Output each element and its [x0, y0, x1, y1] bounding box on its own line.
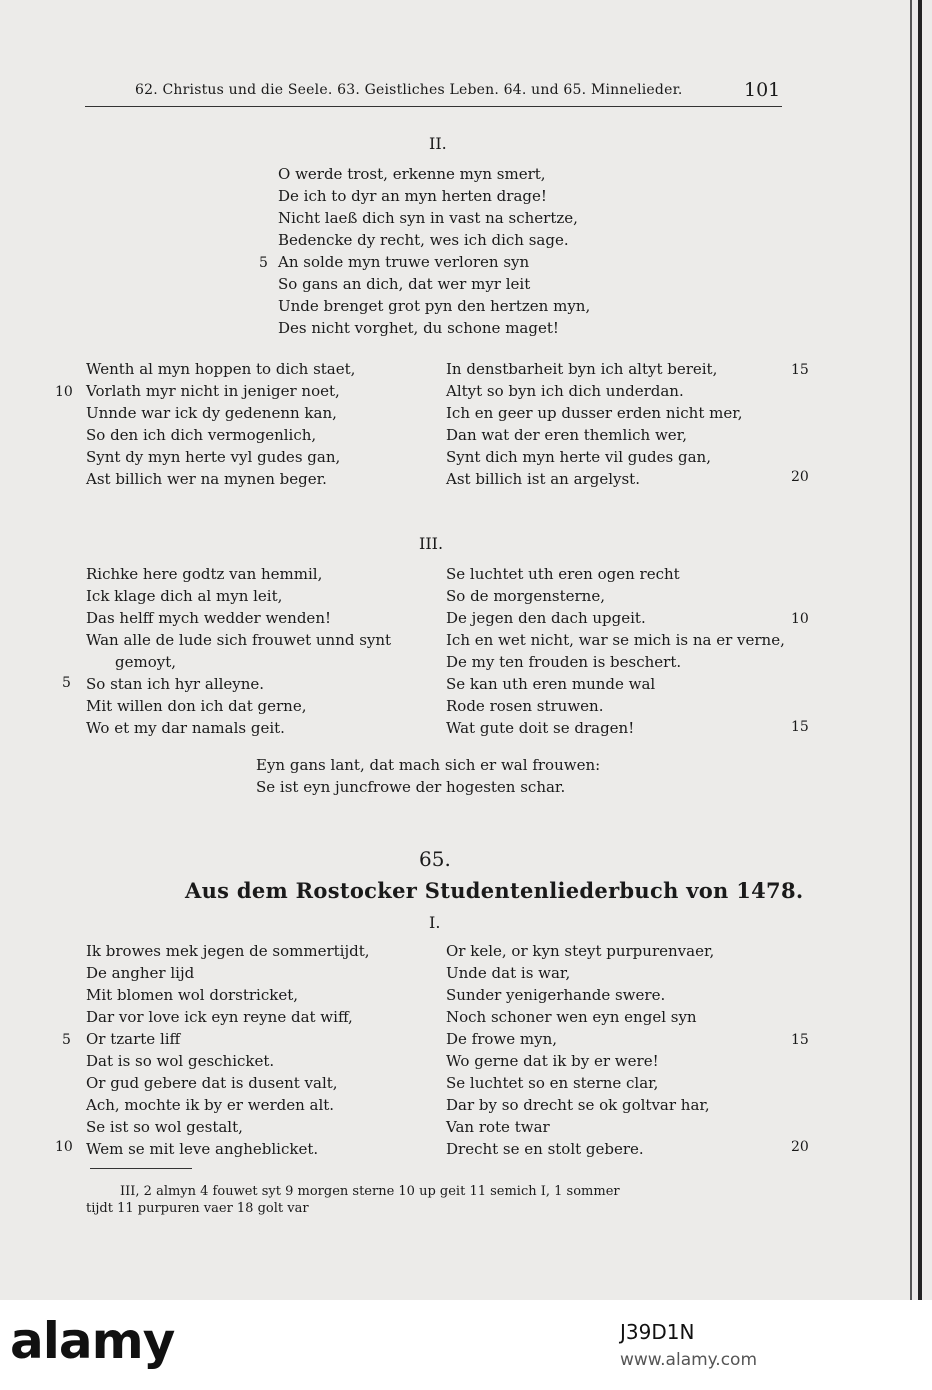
footnote-line: III, 2 almyn 4 fouwet syt 9 morgen sterne 10 up geit 11 semich I, 1 sommer	[120, 1184, 620, 1199]
verse-line: Ick klage dich al myn leit,	[86, 587, 283, 605]
verse-line: Ik browes mek jegen de sommertijdt,	[86, 942, 370, 960]
line-number: 20	[791, 469, 809, 485]
verse-line: Vorlath myr nicht in jeniger noet,	[86, 382, 340, 400]
verse-line: Mit willen don ich dat gerne,	[86, 697, 307, 715]
verse-line: So stan ich hyr alleyne.	[86, 675, 265, 693]
section-heading-i: I.	[429, 913, 441, 932]
verse-line: Das helff mych wedder wenden!	[86, 609, 332, 627]
verse-line: Dar vor love ick eyn reyne dat wiff,	[86, 1008, 353, 1026]
verse-line: Wan alle de lude sich frouwet unnd synt	[86, 631, 392, 649]
verse-line: Synt dich myn herte vil gudes gan,	[446, 448, 711, 466]
verse-line: Unnde war ick dy gedenenn kan,	[86, 404, 337, 422]
verse-line: So gans an dich, dat wer myr leit	[278, 275, 531, 293]
verse-line: Ich en wet nicht, war se mich is na er verne,	[446, 631, 785, 649]
verse-line: De ich to dyr an myn herten drage!	[278, 187, 547, 205]
section-heading-iii: III.	[419, 534, 444, 553]
verse-line: Nicht laeß dich syn in vast na schertze,	[278, 209, 578, 227]
verse-line: Se ist eyn juncfrowe der hogesten schar.	[256, 778, 566, 796]
verse-line: gemoyt,	[115, 653, 177, 671]
verse-line: Wenth al myn hoppen to dich staet,	[86, 360, 356, 378]
line-number: 5	[259, 255, 268, 271]
verse-line: Se kan uth eren munde wal	[446, 675, 656, 693]
verse-line: Ast billich wer na mynen beger.	[86, 470, 327, 488]
verse-line: Or gud gebere dat is dusent valt,	[86, 1074, 338, 1092]
image-id: J39D1N	[620, 1320, 695, 1344]
verse-line: Dat is so wol geschicket.	[86, 1052, 275, 1070]
verse-line: In denstbarheit byn ich altyt bereit,	[446, 360, 718, 378]
verse-line: Wat gute doit se dragen!	[446, 719, 635, 737]
line-number: 10	[791, 611, 809, 627]
verse-line: Ich en geer up dusser erden nicht mer,	[446, 404, 743, 422]
verse-line: An solde myn truwe verloren syn	[278, 253, 530, 271]
verse-line: Or tzarte liff	[86, 1030, 181, 1048]
line-number: 5	[62, 1032, 71, 1048]
verse-line: Drecht se en stolt gebere.	[446, 1140, 644, 1158]
line-number: 5	[62, 675, 71, 691]
line-number: 15	[791, 719, 809, 735]
line-number: 15	[791, 1032, 809, 1048]
verse-line: De my ten frouden is beschert.	[446, 653, 682, 671]
verse-line: Wo gerne dat ik by er were!	[446, 1052, 659, 1070]
verse-line: Dan wat der eren themlich wer,	[446, 426, 687, 444]
footnote-rule	[90, 1168, 192, 1169]
verse-line: O werde trost, erkenne myn smert,	[278, 165, 546, 183]
verse-line: Wo et my dar namals geit.	[86, 719, 285, 737]
section-heading-ii: II.	[429, 134, 447, 153]
verse-line: De angher lijd	[86, 964, 195, 982]
verse-line: Noch schoner wen eyn engel syn	[446, 1008, 697, 1026]
line-number: 20	[791, 1139, 809, 1155]
verse-line: Ach, mochte ik by er werden alt.	[86, 1096, 335, 1114]
verse-line: Synt dy myn herte vyl gudes gan,	[86, 448, 341, 466]
verse-line: Se luchtet so en sterne clar,	[446, 1074, 659, 1092]
verse-line: So de morgensterne,	[446, 587, 605, 605]
verse-line: Or kele, or kyn steyt purpurenvaer,	[446, 942, 715, 960]
verse-line: Ast billich ist an argelyst.	[446, 470, 640, 488]
line-number: 10	[55, 1139, 73, 1155]
watermark-site: www.alamy.com	[620, 1350, 758, 1370]
verse-line: Wem se mit leve angheblicket.	[86, 1140, 319, 1158]
header-rule	[85, 106, 782, 107]
verse-line: Bedencke dy recht, wes ich dich sage.	[278, 231, 569, 249]
line-number: 10	[55, 384, 73, 400]
alamy-logo: alamy	[10, 1312, 175, 1370]
page-edge	[918, 0, 922, 1300]
verse-line: Eyn gans lant, dat mach sich er wal frouwen:	[256, 756, 601, 774]
verse-line: De frowe myn,	[446, 1030, 558, 1048]
verse-line: Unde brenget grot pyn den hertzen myn,	[278, 297, 591, 315]
verse-line: Se ist so wol gestalt,	[86, 1118, 243, 1136]
page-number: 101	[744, 79, 781, 101]
verse-line: Rode rosen struwen.	[446, 697, 604, 715]
verse-line: Van rote twar	[446, 1118, 550, 1136]
verse-line: Richke here godtz van hemmil,	[86, 565, 323, 583]
poem-title: Aus dem Rostocker Studentenliederbuch von 1478.	[185, 878, 804, 903]
verse-line: Unde dat is war,	[446, 964, 571, 982]
verse-line: Se luchtet uth eren ogen recht	[446, 565, 680, 583]
verse-line: So den ich dich vermogenlich,	[86, 426, 317, 444]
verse-line: Des nicht vorghet, du schone maget!	[278, 319, 559, 337]
verse-line: Dar by so drecht se ok goltvar har,	[446, 1096, 710, 1114]
running-header: 62. Christus und die Seele. 63. Geistliches Leben. 64. und 65. Minnelieder.	[135, 82, 683, 98]
poem-number: 65.	[419, 847, 451, 871]
page-edge-shadow	[910, 0, 912, 1300]
verse-line: Sunder yenigerhande swere.	[446, 986, 666, 1004]
verse-line: Altyt so byn ich dich underdan.	[446, 382, 684, 400]
footnote-line: tijdt 11 purpuren vaer 18 golt var	[86, 1201, 309, 1216]
verse-line: Mit blomen wol dorstricket,	[86, 986, 299, 1004]
verse-line: De jegen den dach upgeit.	[446, 609, 646, 627]
line-number: 15	[791, 362, 809, 378]
